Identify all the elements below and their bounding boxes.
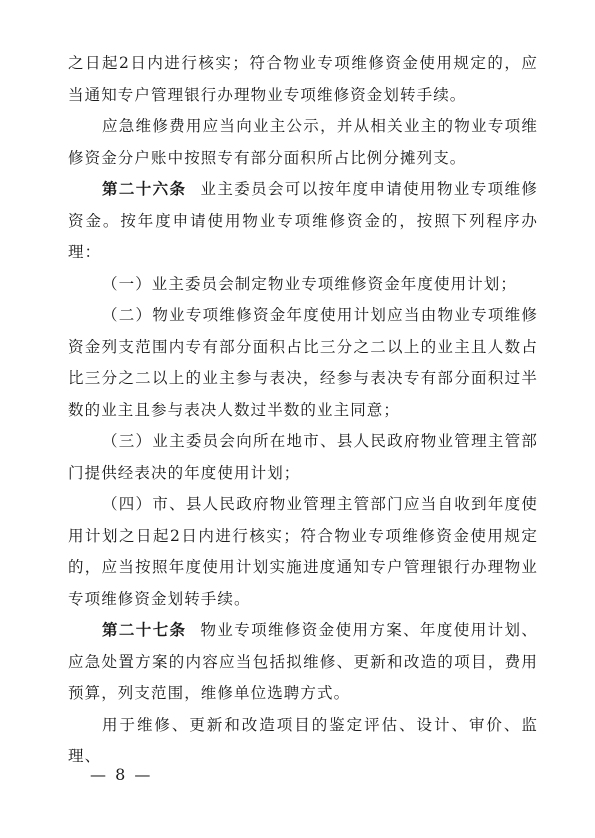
paragraph-item-2-text: （二）物业专项维修资金年度使用计划应当由物业专项维修资金列支范围内专有部分面积占比三分之二以上的业主且人数占比三分之二以上的业主参与表决，经参与表决专有部分面积过半数的业主且参与表决人数过半数的业主同意； (68, 306, 538, 419)
paragraph-item-1-text: （一）业主委员会制定物业专项维修资金年度使用计划； (102, 274, 518, 293)
article-26-number: 第二十六条 (102, 180, 187, 198)
paragraph-1 (68, 48, 538, 111)
paragraph-item-3-text: （三）业主委员会向所在地市、县人民政府物业管理主管部门提供经表决的年度使用计划； (68, 432, 538, 482)
paragraph-item-4-text: （四）市、县人民政府物业管理主管部门应当自收到年度使用计划之日起2日内进行核实；符合物业专项维修资金使用规定的，应当按照年度使用计划实施进度通知专户管理银行办理物业专项维修资金划转手续。 (68, 495, 538, 608)
article-27-text: 物业专项维修资金使用方案、年度使用计划、应急处置方案的内容应当包括拟维修、更新和改造的项目，费用预算，列支范围，维修单位选聘方式。 (68, 621, 538, 702)
document-body (68, 48, 538, 773)
paragraph-2-text: 应急维修费用应当向业主公示，并从相关业主的物业专项维修资金分户账中按照专有部分面积所占比例分摊列支。 (68, 117, 538, 167)
paragraph-item-3 (68, 426, 538, 489)
paragraph-item-4 (68, 489, 538, 615)
paragraph-1-text: 之日起2日内进行核实；符合物业专项维修资金使用规定的，应当通知专户管理银行办理物业专项维修资金划转手续。 (68, 54, 538, 104)
page-number: — 8 — (90, 765, 153, 784)
paragraph-9 (68, 710, 538, 773)
paragraph-item-1 (68, 269, 538, 301)
paragraph-9-text: 用于维修、更新和改造项目的鉴定评估、设计、审价、监理、 (68, 715, 538, 765)
article-27 (68, 615, 538, 710)
article-26-text: 业主委员会可以按年度申请使用物业专项维修资金。按年度申请使用物业专项维修资金的，按照下列程序办理： (68, 180, 538, 261)
paragraph-2 (68, 111, 538, 174)
article-27-number: 第二十七条 (102, 621, 187, 639)
paragraph-item-2 (68, 300, 538, 426)
article-26 (68, 174, 538, 269)
